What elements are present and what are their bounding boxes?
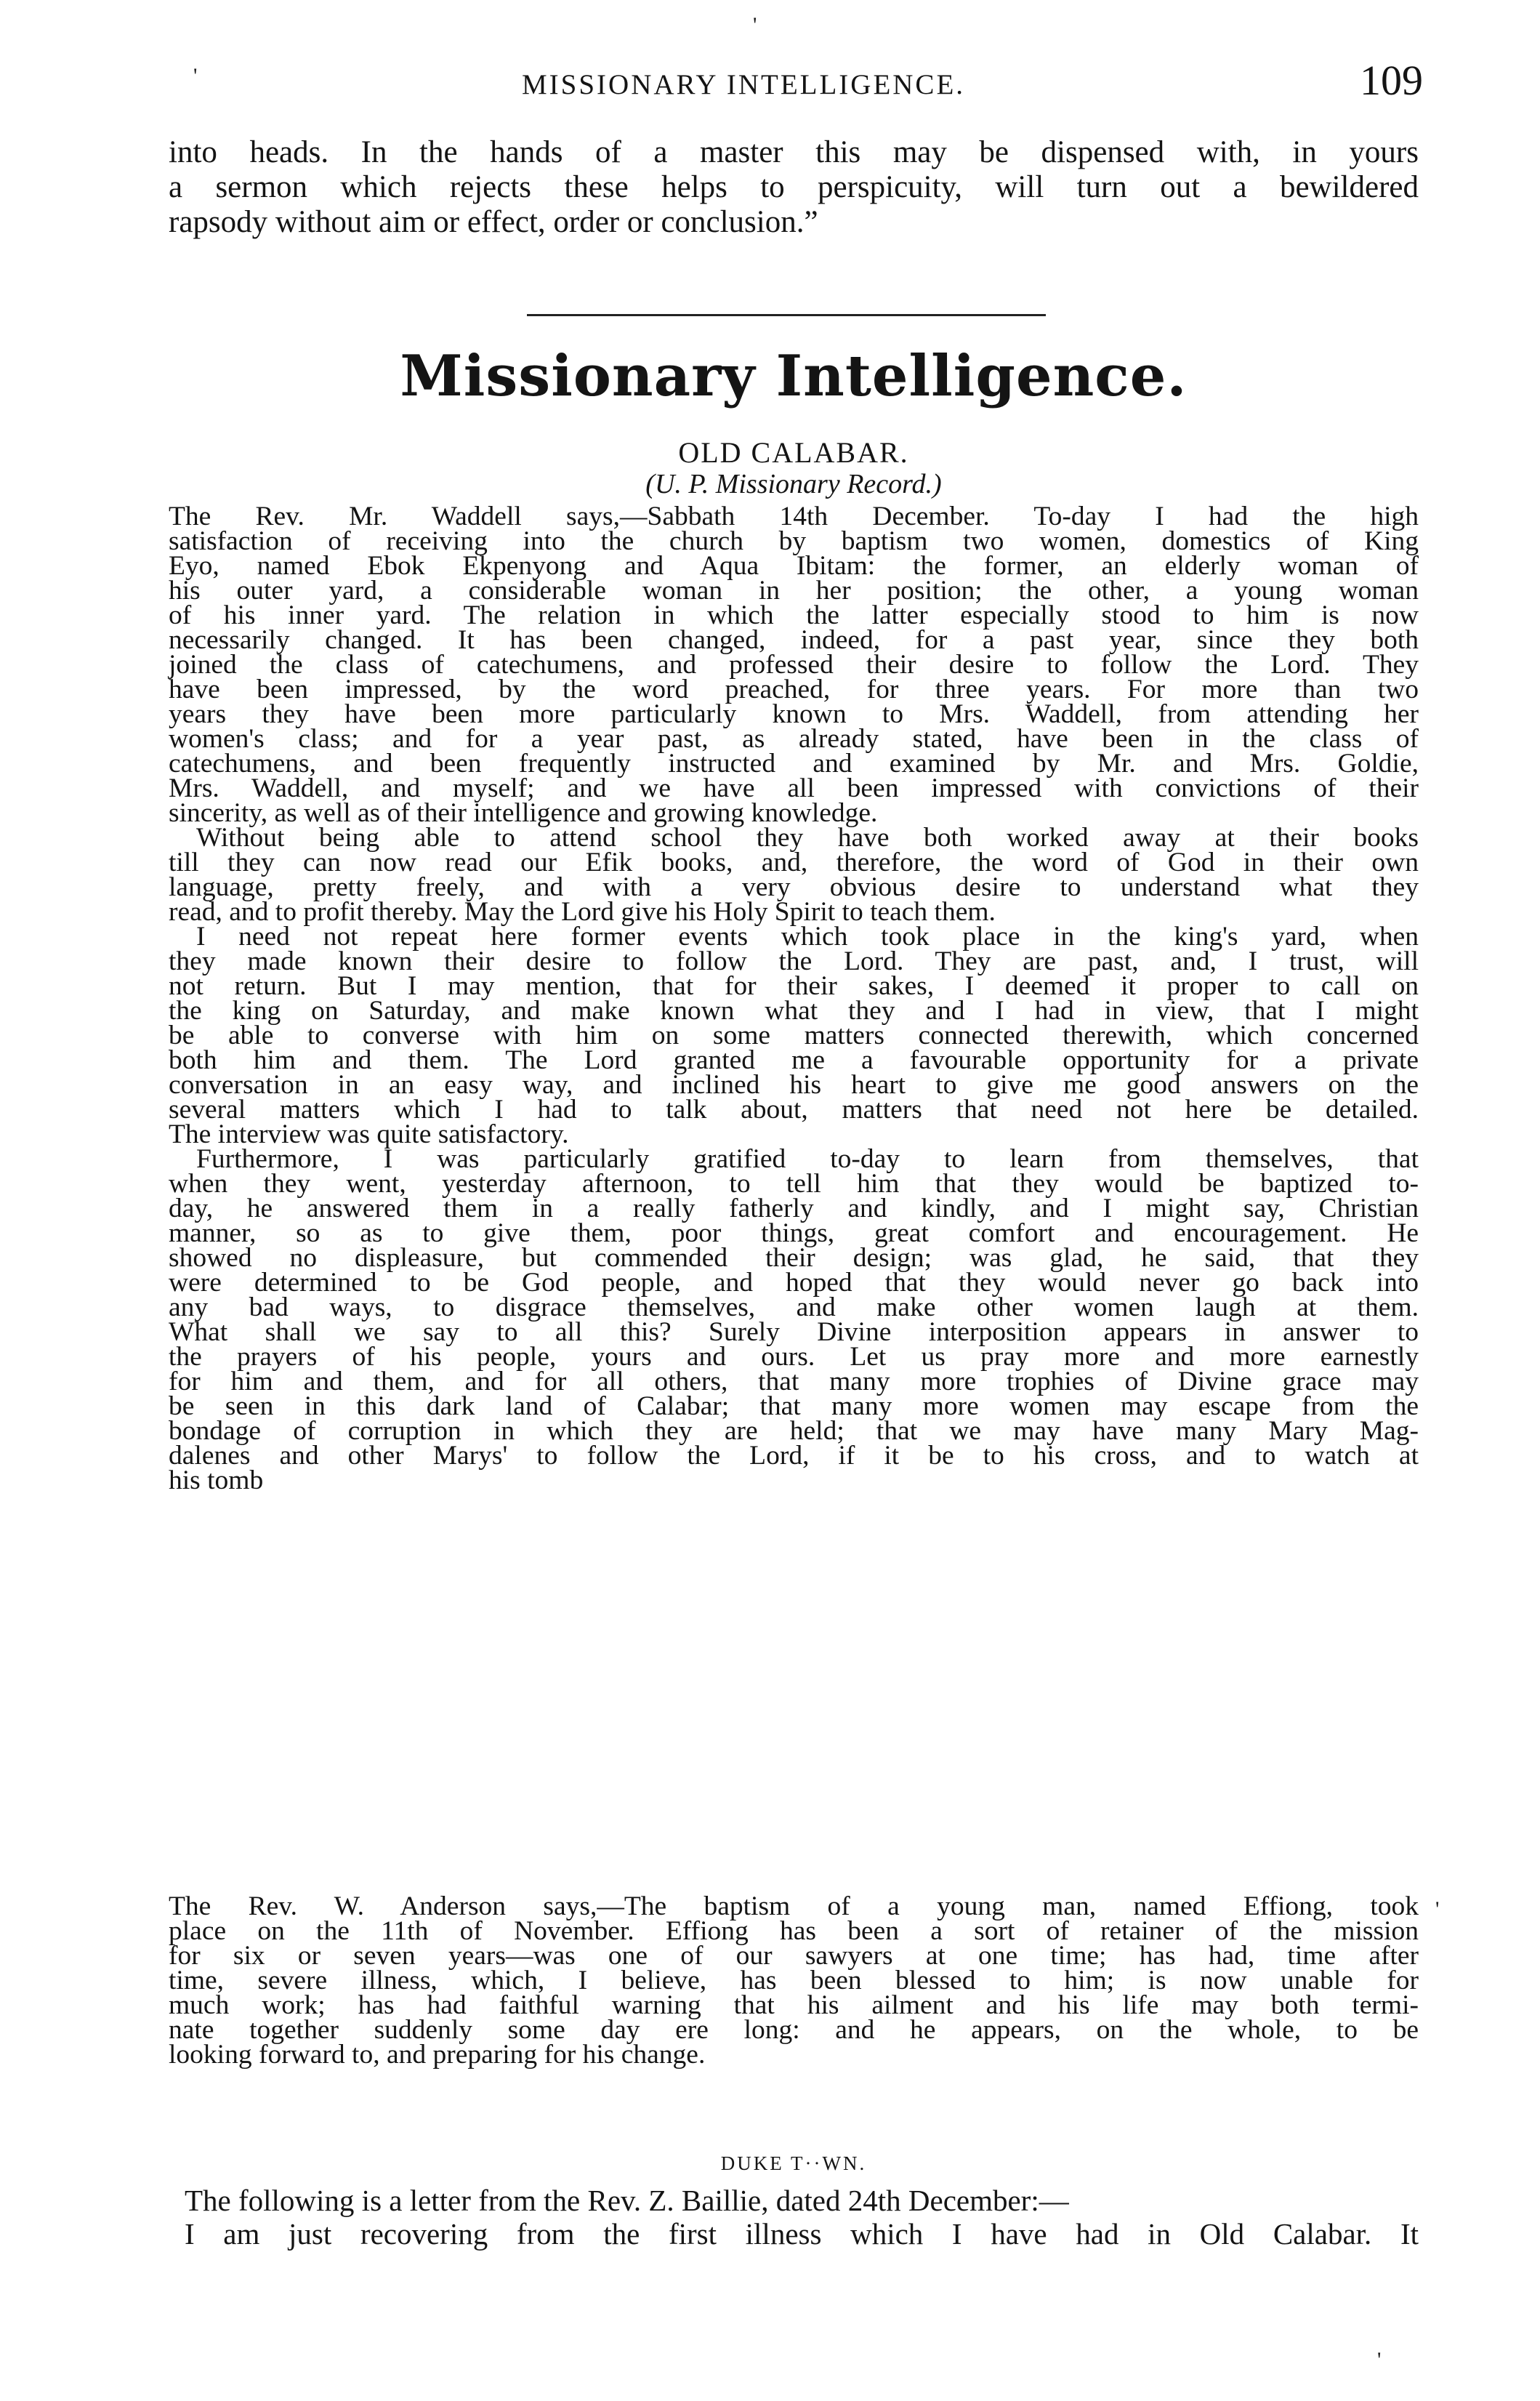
text-line: language, pretty freely, and with a very obvious desire to understand what they	[169, 872, 1419, 902]
text-line: Without being able to attend school they have both worked away at their books	[196, 823, 1419, 853]
text-line: the prayers of his people, yours and ours. Let us pray more and more earnestly	[169, 1342, 1419, 1372]
text-line: The Rev. W. Anderson says,—The baptism of a young man, named Effiong, took	[169, 1891, 1419, 1921]
text-line: Eyo, named Ebok Ekpenyong and Aqua Ibitam: the former, an elderly woman of	[169, 551, 1419, 581]
text-line: looking forward to, and preparing for his change.	[169, 2040, 706, 2070]
text-line: be seen in this dark land of Calabar; that many more women may escape from the	[169, 1391, 1419, 1421]
text-line: rapsody without aim or effect, order or conclusion.”	[169, 205, 818, 239]
text-line: several matters which I had to talk about, matters that need not here be detailed.	[169, 1095, 1419, 1125]
intro-paragraph	[169, 135, 1419, 240]
closing-lines	[169, 2184, 1419, 2251]
text-line: his tomb	[169, 1465, 264, 1495]
paragraph-reading	[169, 823, 1419, 927]
text-line: necessarily changed. It has been changed, indeed, for a past year, since they both	[169, 625, 1419, 655]
duke-town-subheading: DUKE T··WN.	[720, 2152, 867, 2174]
text-line: nate together suddenly some day ere long: and he appears, on the whole, to be	[169, 2015, 1419, 2045]
text-line: have been impressed, by the word preached, for three years. For more than two	[169, 675, 1419, 704]
text-line: joined the class of catechumens, and professed their desire to follow the Lord. They	[169, 650, 1419, 680]
paragraph-king-answer	[169, 1144, 1419, 1495]
text-line: both him and them. The Lord granted me a favourable opportunity for a private	[169, 1045, 1419, 1075]
text-line: sincerity, as well as of their intelligence and growing knowledge.	[169, 798, 878, 828]
paragraph-waddell-baptism	[169, 504, 1419, 826]
section-divider	[527, 314, 1046, 316]
text-line: till they can now read our Efik books, and, therefore, the word of God in their own	[169, 848, 1419, 877]
paragraph-anderson	[169, 1891, 1419, 2070]
text-line: when they went, yesterday afternoon, to tell him that they would be baptized to-	[169, 1169, 1419, 1199]
source-citation: (U. P. Missionary Record.)	[645, 469, 942, 499]
text-line: much work; has had faithful warning that his ailment and his life may both termi-	[169, 1990, 1419, 2020]
text-line: women's class; and for a year past, as already stated, have been in the class of	[169, 724, 1419, 754]
text-line: catechumens, and been frequently instructed and examined by Mr. and Mrs. Goldie,	[169, 749, 1419, 779]
text-line: bondage of corruption in which they are held; that we may have many Mary Mag-	[169, 1416, 1419, 1446]
text-line: conversation in an easy way, and inclined his heart to give me good answers on the	[169, 1070, 1419, 1100]
print-speck: '	[193, 64, 198, 88]
text-line: day, he answered them in a really fatherly and kindly, and I might say, Christian	[169, 1194, 1419, 1223]
text-line: Furthermore, I was particularly gratified to-day to learn from themselves, that	[196, 1144, 1419, 1174]
text-line: they made known their desire to follow the Lord. They are past, and, I trust, will	[169, 946, 1419, 976]
text-line: any bad ways, to disgrace themselves, and make other women laugh at them.	[169, 1292, 1419, 1322]
text-line: were determined to be God people, and hoped that they would never go back into	[169, 1268, 1419, 1298]
text-line: not return. But I may mention, that for their sakes, I deemed it proper to call on	[169, 971, 1419, 1001]
print-speck: '	[1435, 1897, 1440, 1921]
text-line: be able to converse with him on some matters connected therewith, which concerned	[169, 1021, 1419, 1050]
text-line: I need not repeat here former events which took place in the king's yard, when	[196, 922, 1419, 952]
running-title: MISSIONARY INTELLIGENCE.	[522, 69, 966, 100]
text-line: the king on Saturday, and make known what they and I had in view, that I might	[169, 996, 1419, 1026]
text-line: satisfaction of receiving into the church by baptism two women, domestics of King	[169, 526, 1419, 556]
text-line: The interview was quite satisfactory.	[169, 1119, 569, 1149]
section-title: OLD CALABAR.	[678, 436, 909, 469]
text-line: I am just recovering from the first illness which I have had in Old Calabar. It	[185, 2217, 1419, 2251]
running-head	[173, 57, 1423, 110]
text-line: manner, so as to give them, poor things, great comfort and encouragement. He	[169, 1218, 1419, 1248]
text-line: dalenes and other Marys' to follow the Lord, if it be to his cross, and to watch at	[169, 1441, 1419, 1471]
paragraph-king-visit	[169, 922, 1419, 1149]
text-line: for six or seven years—was one of our sawyers at one time; has had, time after	[169, 1941, 1419, 1971]
print-speck: '	[753, 13, 757, 37]
page-number: 109	[1360, 57, 1423, 104]
text-line: showed no displeasure, but commended their design; was glad, he said, that they	[169, 1243, 1419, 1273]
print-speck: '	[1377, 2348, 1382, 2372]
text-line: his outer yard, a considerable woman in her position; the other, a young woman	[169, 576, 1419, 606]
text-line: time, severe illness, which, I believe, has been blessed to him; is now unable for	[169, 1966, 1419, 1995]
text-line: What shall we say to all this? Surely Divine interposition appears in answer to	[169, 1317, 1419, 1347]
section-heading: Missionary Intelligence.	[400, 343, 1188, 409]
text-line: of his inner yard. The relation in which the latter especially stood to him is now	[169, 600, 1419, 630]
text-line: into heads. In the hands of a master this may be dispensed with, in yours	[169, 135, 1419, 169]
text-line: place on the 11th of November. Effiong has been a sort of retainer of the mission	[169, 1916, 1419, 1946]
text-line: The following is a letter from the Rev. Z. Baillie, dated 24th December:—	[185, 2184, 1069, 2217]
text-line: Mrs. Waddell, and myself; and we have all been impressed with convictions of their	[169, 773, 1419, 803]
text-line: years they have been more particularly known to Mrs. Waddell, from attending her	[169, 699, 1419, 729]
text-line: read, and to profit thereby. May the Lord give his Holy Spirit to teach them.	[169, 897, 996, 927]
text-line: for him and them, and for all others, that many more trophies of Divine grace may	[169, 1367, 1419, 1396]
text-line: The Rev. Mr. Waddell says,—Sabbath 14th December. To-day I had the high	[169, 502, 1419, 531]
text-line: a sermon which rejects these helps to perspicuity, will turn out a bewildered	[169, 170, 1419, 204]
